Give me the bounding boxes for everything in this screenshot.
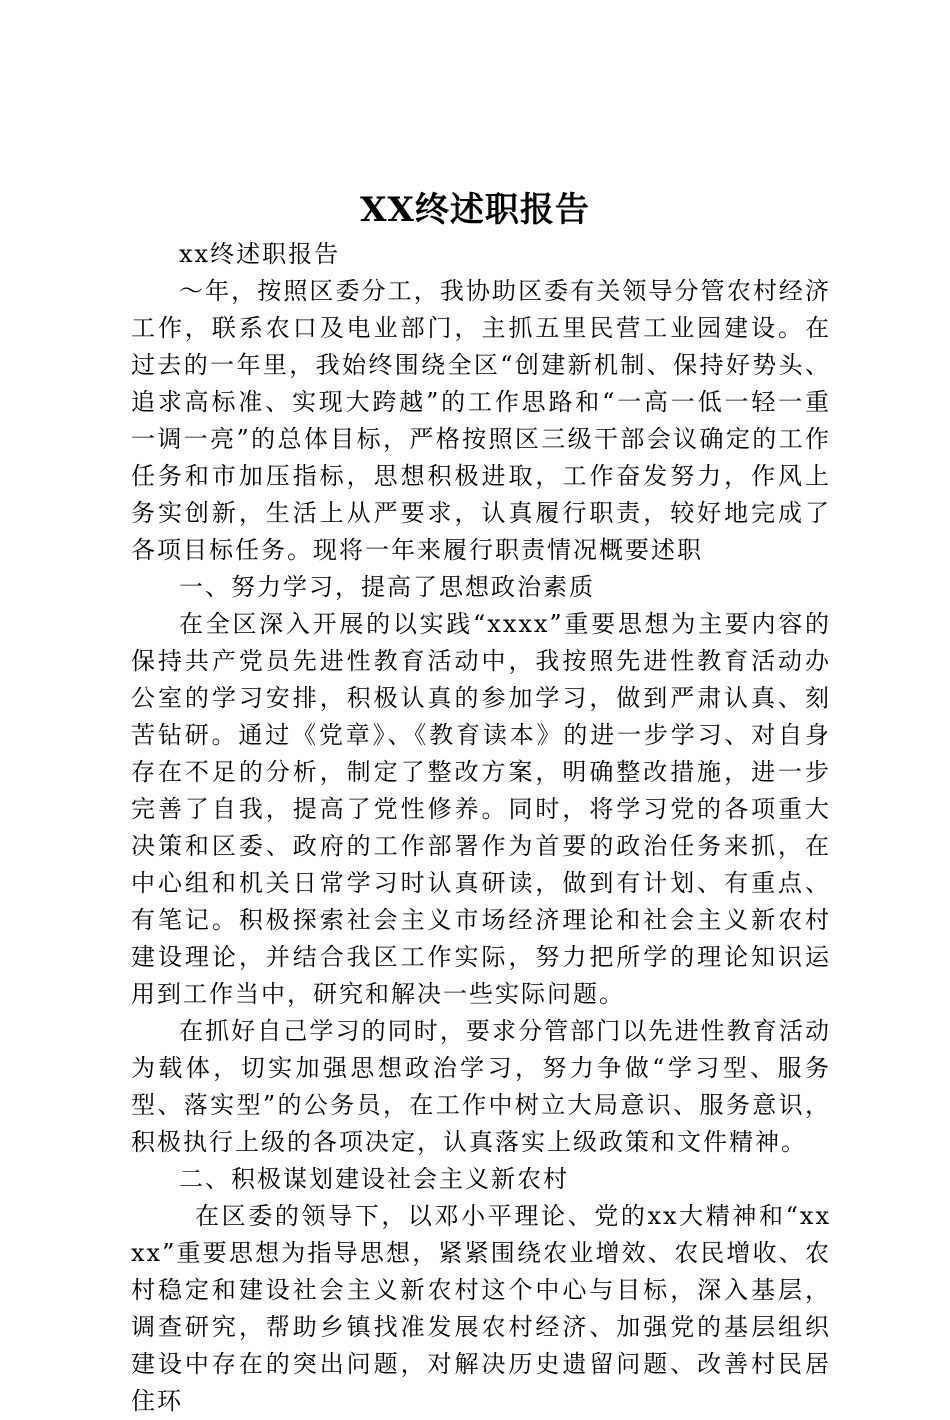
section-heading-1: 一、努力学习，提高了思想政治素质 — [179, 573, 595, 601]
section-1-paragraph-1: 在全区深入开展的以实践“xxxx”重要思想为主要内容的保持共产党员先进性教育活动中，我按照先进性教育活动办公室的学习安排，积极认真的参加学习，做到严肃认真、刻苦钻研。通过《党章》、《教育读本》的进一步学习、对自身存在不足的分析，制定了整改方案，明确整改措施，进一步完善了自我，提高了党性修养。同时，将学习党的各项重大决策和区委、政府的工作部署作为首要的政治任务来抓，在中心组和机关日常学习时认真研读，做到有计划、有重点、有笔记。积极探索社会主义市场经济理论和社会主义新农村建设理论，并结合我区工作实际，努力把所学的理论知识运用到工作当中，研究和解决一些实际问题。 — [131, 610, 831, 1008]
section-2-paragraph-1: 在区委的领导下，以邓小平理论、党的xx大精神和“xxxx”重要思想为指导思想，紧紧围绕农业增效、农民增收、农村稳定和建设社会主义新农村这个中心与目标，深入基层，调查研究，帮助乡镇找准发展农村经济、加强党的基层组织建设中存在的突出问题，对解决历史遗留问题、改善村民居住环 — [131, 1202, 831, 1415]
intro-paragraph: ～年，按照区委分工，我协助区委有关领导分管农村经济工作，联系农口及电业部门，主抓五里民营工业园建设。在过去的一年里，我始终围绕全区“创建新机制、保持好势头、追求高标准、实现大跨越”的工作思路和“一高一低一轻一重一调一亮”的总体目标，严格按照区三级干部会议确定的工作任务和市加压指标，思想积极进取，工作奋发努力，作风上务实创新，生活上从严要求，认真履行职责，较好地完成了各项目标任务。现将一年来履行职责情况概要述职 — [131, 277, 831, 564]
section-1-paragraph-2: 在抓好自己学习的同时，要求分管部门以先进性教育活动为载体，切实加强思想政治学习，努力争做“学习型、服务型、落实型”的公务员，在工作中树立大局意识、服务意识，积极执行上级的各项决定，认真落实上级政策和文件精神。 — [131, 1017, 831, 1156]
document-body — [131, 236, 831, 1420]
document-title: XX终述职报告 — [360, 190, 590, 230]
section-heading-2: 二、积极谋划建设社会主义新农村 — [179, 1165, 569, 1193]
document-subtitle: xx终述职报告 — [179, 240, 341, 268]
